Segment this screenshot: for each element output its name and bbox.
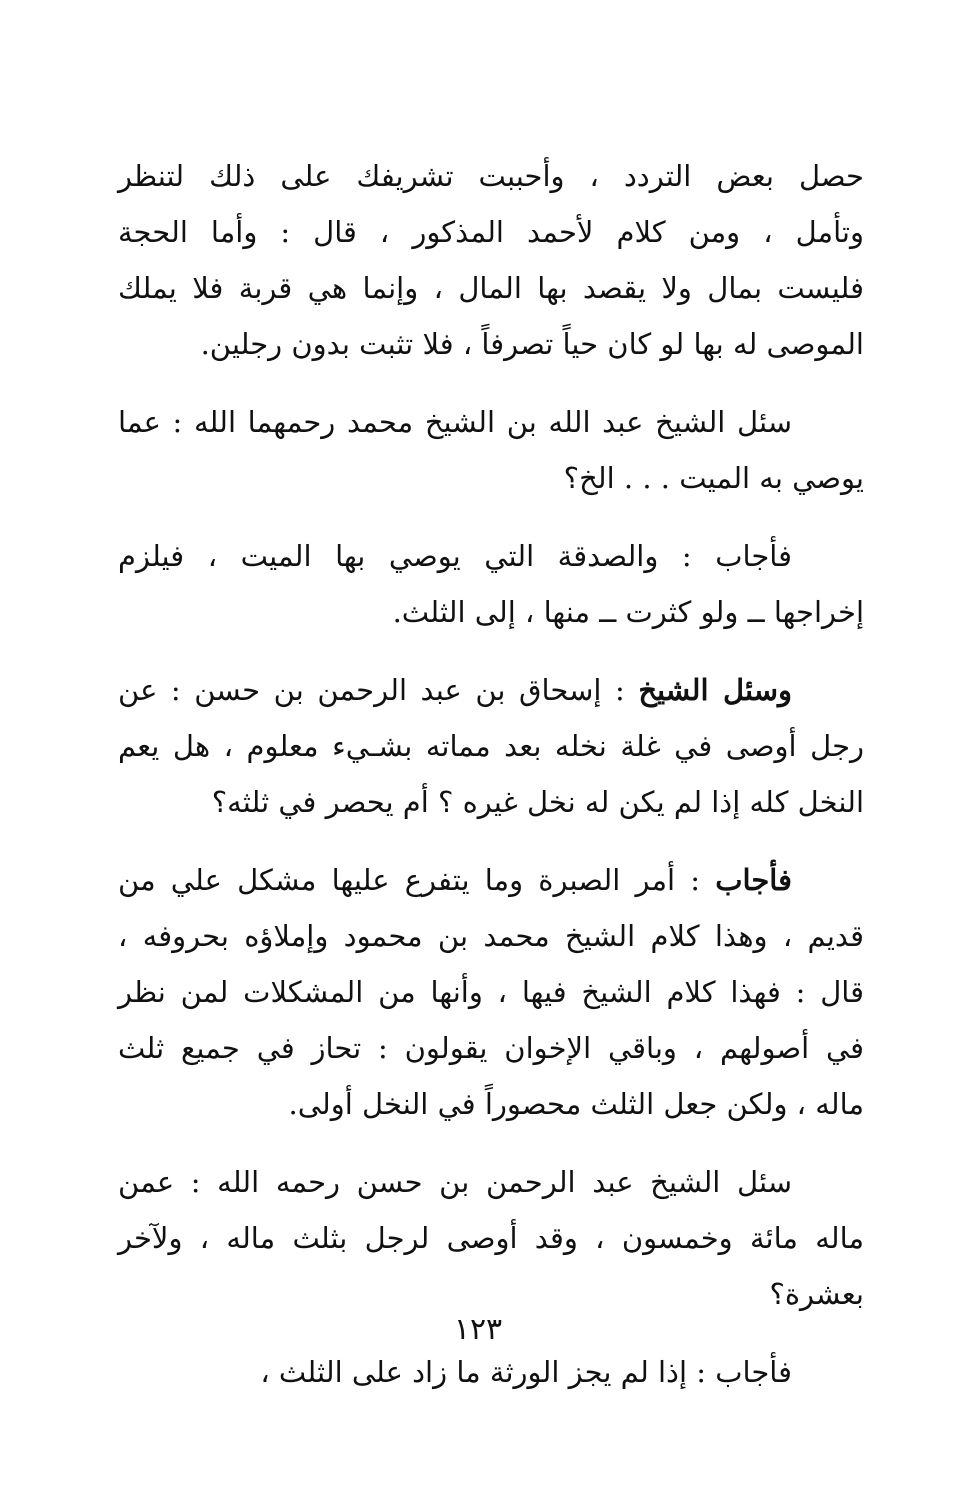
paragraph-4 <box>118 662 864 830</box>
text-line: حصل بعض التردد ، وأحببت تشريفك على ذلك لتنظر <box>118 159 864 193</box>
text-line-with-lead <box>118 662 864 718</box>
page-number: ١٢٣ <box>453 1312 503 1347</box>
paragraph-7 <box>118 1344 864 1400</box>
text-line: فأجاب : إذا لم يجز الورثة ما زاد على الثلث ، <box>260 1355 792 1389</box>
text-line: ماله مائة وخمسون ، وقد أوصى لرجل بثلث ماله ، ولآخر <box>118 1221 864 1255</box>
paragraph-1 <box>118 148 864 372</box>
text-line: النخل كله إذا لم يكن له نخل غيره ؟ أم يحصر في ثلثه؟ <box>211 785 864 819</box>
paragraph-6 <box>118 1154 864 1322</box>
text-line: سئل الشيخ عبد الله بن الشيخ محمد رحمهما الله : عما <box>118 405 792 439</box>
text-line: : أمر الصبرة وما يتفرع عليها مشكل علي من <box>118 863 701 897</box>
text-line: سئل الشيخ عبد الرحمن بن حسن رحمه الله : عمن <box>118 1165 792 1199</box>
bold-lead-word: فأجاب <box>715 863 792 897</box>
paragraph-5 <box>118 852 864 1132</box>
text-line: يوصي به الميت . . . الخ؟ <box>563 461 864 495</box>
text-line: فأجاب : والصدقة التي يوصي بها الميت ، فيلزم <box>118 539 792 573</box>
text-line: بعشرة؟ <box>769 1277 864 1311</box>
text-line: قديم ، وهذا كلام الشيخ محمد بن محمود وإملاؤه بحروفه ، <box>118 919 864 953</box>
text-line: في أصولهم ، وباقي الإخوان يقولون : تحاز في جميع ثلث <box>118 1031 864 1065</box>
text-line: رجل أوصى في غلة نخله بعد مماته بشـيء معلوم ، هل يعم <box>118 729 864 763</box>
text-line: ماله ، ولكن جعل الثلث محصوراً في النخل أولى. <box>288 1087 864 1121</box>
text-line: : إسحاق بن عبد الرحمن بن حسن : عن <box>118 673 625 707</box>
text-line-with-lead <box>118 852 864 908</box>
text-line: الموصى له بها لو كان حياً تصرفاً ، فلا تثبت بدون رجلين. <box>200 327 864 361</box>
paragraph-2 <box>118 394 864 506</box>
text-line: وتأمل ، ومن كلام لأحمد المذكور ، قال : وأما الحجة <box>118 215 864 249</box>
bold-lead-word: وسئل الشيخ <box>638 673 792 707</box>
paragraph-3 <box>118 528 864 640</box>
text-line: فليست بمال ولا يقصد بها المال ، وإنما هي قربة فلا يملك <box>118 271 864 305</box>
text-line: إخراجها ــ ولو كثرت ــ منها ، إلى الثلث. <box>392 595 864 629</box>
text-line: قال : فهذا كلام الشيخ فيها ، وأنها من المشكلات لمن نظر <box>118 975 864 1009</box>
page-body-text <box>118 148 864 1422</box>
